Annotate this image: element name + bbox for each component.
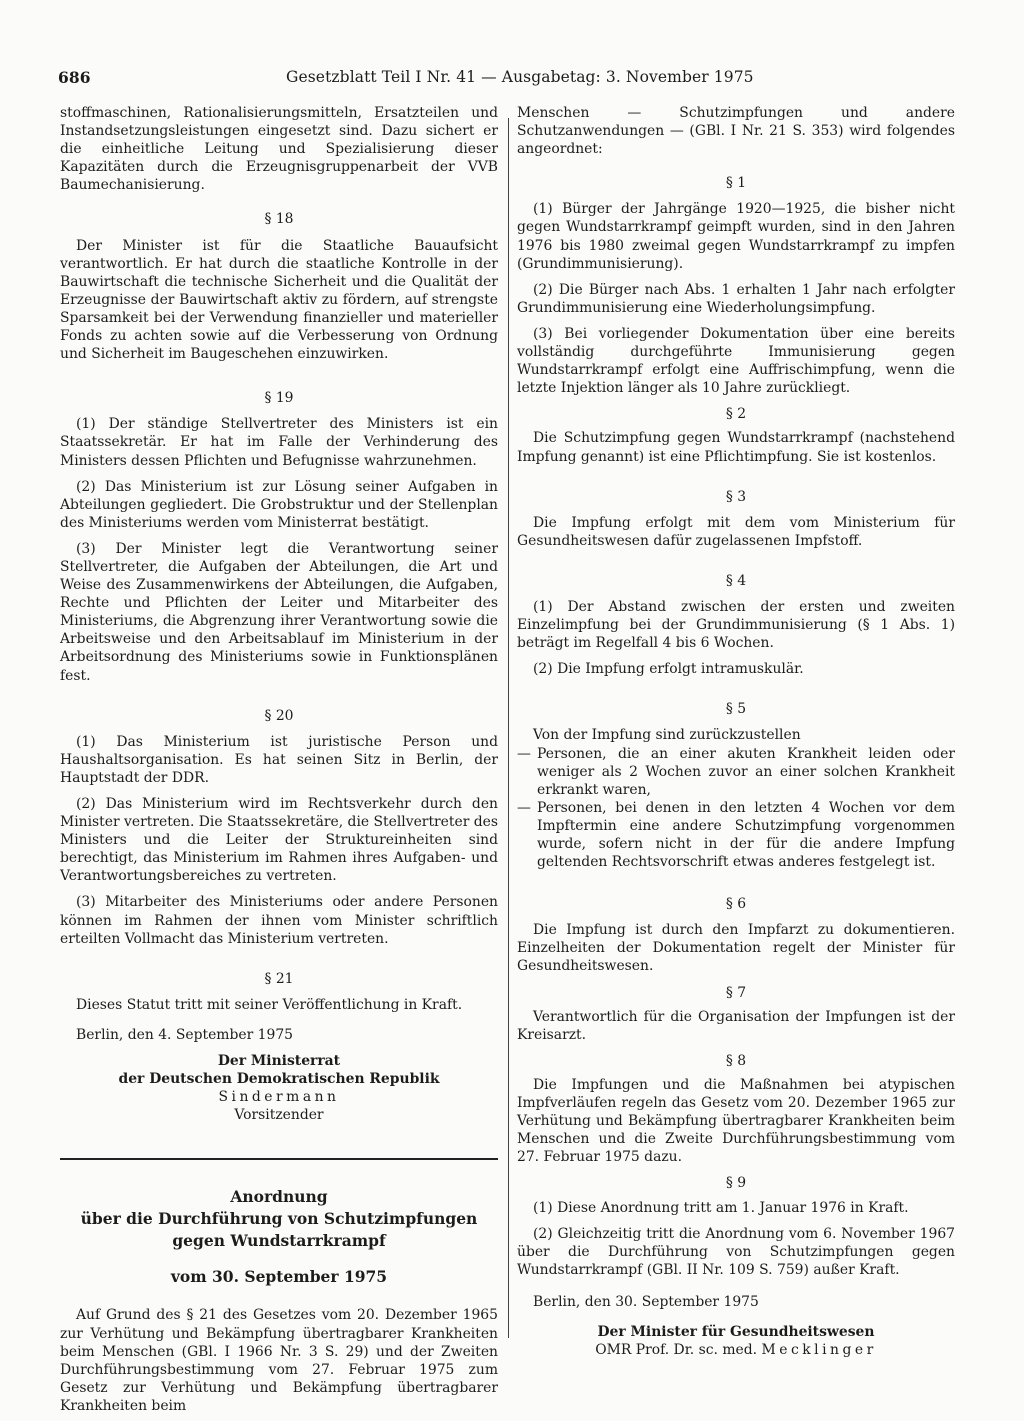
right-column [517,104,955,1359]
section-19-paragraph-2: (2) Das Ministerium ist zur Lösung seiner Aufgaben in Abteilungen gegliedert. Die Grobstruktur und der Stellenplan des Ministeriums werden vom Ministerrat bestätigt. [60,478,498,531]
page-header [58,68,754,90]
place-date: Berlin, den 30. September 1975 [533,1293,759,1310]
decree-title-line-2: über die Durchführung von Schutzimpfungen [80,1209,478,1229]
section-9-paragraph-1: (1) Diese Anordnung tritt am 1. Januar 1976 in Kraft. [533,1199,909,1216]
section-heading-1: § 1 [725,175,747,192]
section-heading-19: § 19 [264,390,294,407]
section-9-paragraph-2: (2) Gleichzeitig tritt die Anordnung vom 6. November 1967 über die Durchführung von Schutzimpfungen gegen Wundstarrkrampf (GBl. II Nr. 109 S. 759) außer Kraft. [517,1225,955,1278]
section-heading-6: § 6 [725,896,747,913]
section-heading-18: § 18 [264,211,294,228]
column-divider [508,118,509,1338]
section-heading-20: § 20 [264,707,294,724]
section-heading-21: § 21 [264,970,294,987]
section-20-paragraph-3: (3) Mitarbeiter des Ministeriums oder andere Personen können im Rahmen der ihnen vom Minister schriftlich erteilten Vollmacht das Ministerium vertreten. [60,894,498,947]
section-heading-7: § 7 [725,984,747,1001]
dash-marker: — [517,745,531,762]
section-1-paragraph-2: (2) Die Bürger nach Abs. 1 erhalten 1 Jahr nach erfolgter Grundimmunisierung eine Wiederholungsimpfung. [517,281,955,316]
section-20-paragraph-1: (1) Das Ministerium ist juristische Person und Haushaltsorganisation. Es hat seinen Sitz in Berlin, der Hauptstadt der DDR. [60,733,498,786]
decree-title-line-1: Anordnung [230,1187,328,1207]
section-21-paragraph: Dieses Statut tritt mit seiner Veröffentlichung in Kraft. [76,996,463,1013]
page-number: 686 [58,68,91,87]
section-4-paragraph-1: (1) Der Abstand zwischen der ersten und zweiten Einzelimpfung bei der Grundimmunisierung (§ 1 Abs. 1) beträgt im Regelfall 4 bis 6 Wochen. [517,598,955,652]
section-5-intro: Von der Impfung sind zurückzustellen [533,727,801,744]
section-heading-9: § 9 [725,1175,747,1192]
signature-title-prefix: OMR Prof. Dr. sc. med. [595,1342,758,1359]
section-1-paragraph-3: (3) Bei vorliegender Dokumentation über eine bereits vollständig durchgeführte Immunisierung gegen Wundstarrkrampf erfolgt eine Auffrischimpfung, wenn die letzte Injektion länger als 10 Jahre zurückliegt. [517,325,955,397]
left-column [60,104,498,1415]
section-18-paragraph: Der Minister ist für die Staatliche Bauaufsicht verantwortlich. Er hat durch die staatliche Kontrolle in der Bauwirtschaft die technische Sicherheit und die Qualität der Erzeugnisse der Bauwirtschaft aktiv zu fördern, auf strengste Sparsamkeit bei der Verwendung finanzieller und materieller Fonds zu achten sowie auf die Verbesserung von Ordnung und Sicherheit im Baugeschehen einzuwirken. [60,237,498,363]
header-title: Gesetzblatt Teil I Nr. 41 — Ausgabetag: 3. November 1975 [286,68,754,86]
section-heading-3: § 3 [725,488,747,505]
list-item-text: Personen, bei denen in den letzten 4 Wochen vor dem Impftermin eine andere Schutzimpfung vorgenommen wurde, sofern nicht in der für die andere Impfung geltenden Rechtsvorschrift etwas anderes festgelegt ist. [537,799,955,871]
signature-line [517,1341,955,1359]
section-7-paragraph: Verantwortlich für die Organisation der Impfungen ist der Kreisarzt. [517,1008,955,1043]
dash-marker: — [517,799,531,816]
place-date: Berlin, den 4. September 1975 [76,1026,293,1043]
section-5-item-1 [517,745,955,799]
section-heading-5: § 5 [725,701,747,718]
section-heading-2: § 2 [725,406,747,423]
section-divider [60,1158,498,1160]
signature-name: Mecklinger [761,1342,877,1359]
preamble-continued: Menschen — Schutzimpfungen und andere Schutzanwendungen — (GBl. I Nr. 21 S. 353) wird folgendes angeordnet: [517,105,955,158]
section-2-paragraph: Die Schutzimpfung gegen Wundstarrkrampf (nachstehend Impfung genannt) ist eine Pflichtimpfung. Sie ist kostenlos. [517,430,955,465]
section-4-paragraph-2: (2) Die Impfung erfolgt intramuskulär. [533,661,804,678]
section-heading-8: § 8 [725,1052,747,1069]
list-item-text: Personen, die an einer akuten Krankheit leiden oder weniger als 2 Wochen zuvor an einer solchen Krankheit erkrankt waren, [537,745,955,798]
section-20-paragraph-2: (2) Das Ministerium wird im Rechtsverkehr durch den Minister vertreten. Die Staatssekretäre, die Stellvertreter des Ministers und die Leiter der Struktureinheiten sind berechtigt, das Ministerium im Rahmen ihres Aufgaben- und Verantwortungsbereiches zu vertreten. [60,796,498,885]
section-19-paragraph-1: (1) Der ständige Stellvertreter des Ministers ist ein Staatssekretär. Er hat im Falle der Verhinderung des Ministers dessen Pflichten und Befugnisse wahrzunehmen. [60,416,498,469]
signature-org: Der Minister für Gesundheitswesen [597,1323,875,1340]
section-5-item-2 [517,799,955,871]
section-heading-4: § 4 [725,572,747,589]
section-1-paragraph-1: (1) Bürger der Jahrgänge 1920—1925, die bisher nicht gegen Wundstarrkrampf geimpft wurden, sind in den Jahren 1976 bis 1980 zweimal gegen Wundstarrkrampf zu impfen (Grundimmunisierung). [517,201,955,272]
preamble: Auf Grund des § 21 des Gesetzes vom 20. Dezember 1965 zur Verhütung und Bekämpfung übertragbarer Krankheiten beim Menschen (GBl. I 1966 Nr. 3 S. 29) und der Zweiten Durchführungsbestimmung vom 27. Februar 1975 zum Gesetz zur Verhütung und Bekämpfung übertragbarer Krankheiten beim [60,1307,498,1414]
section-3-paragraph: Die Impfung erfolgt mit dem vom Ministerium für Gesundheitswesen dafür zugelassenen Impfstoff. [517,514,955,549]
signature-org-line-2: der Deutschen Demokratischen Republik [118,1071,440,1088]
continued-paragraph: stoffmaschinen, Rationalisierungsmitteln, Ersatzteilen und Instandsetzungsleistungen eingesetzt sind. Dazu sichert er die einheitliche Leitung und Spezialisierung dieser Kapazitäten durch die Erzeugnisgruppenarbeit der VVB Baumechanisierung. [60,105,498,194]
signature-org-line-1: Der Ministerrat [217,1053,341,1070]
section-19-paragraph-3: (3) Der Minister legt die Verantwortung seiner Stellvertreter, die Aufgaben der Abteilungen, die Art und Weise des Zusammenwirkens der Abteilungen, die Aufgaben, Rechte und Pflichten der Leiter und Mitarbeiter des Ministeriums, die Abgrenzung ihrer Verantwortung sowie die Arbeitsweise und den Arbeitsablauf im Ministerium in der Arbeitsordnung des Ministeriums sowie in Funktionsplänen fest. [60,540,498,684]
signature-name: Sindermann [218,1089,340,1106]
section-6-paragraph: Die Impfung ist durch den Impfarzt zu dokumentieren. Einzelheiten der Dokumentation regelt der Minister für Gesundheitswesen. [517,922,955,975]
signature-role: Vorsitzender [234,1107,324,1124]
signature-block [60,1052,498,1124]
decree-date: vom 30. September 1975 [170,1267,388,1287]
decree-title-line-3: gegen Wundstarrkrampf [172,1231,386,1251]
section-8-paragraph: Die Impfungen und die Maßnahmen bei atypischen Impfverläufen regeln das Gesetz vom 20. Dezember 1965 zur Verhütung und Bekämpfung übertragbarer Krankheiten beim Menschen und die Zweite Durchführungsbestimmung vom 27. Februar 1975 dazu. [517,1076,955,1166]
